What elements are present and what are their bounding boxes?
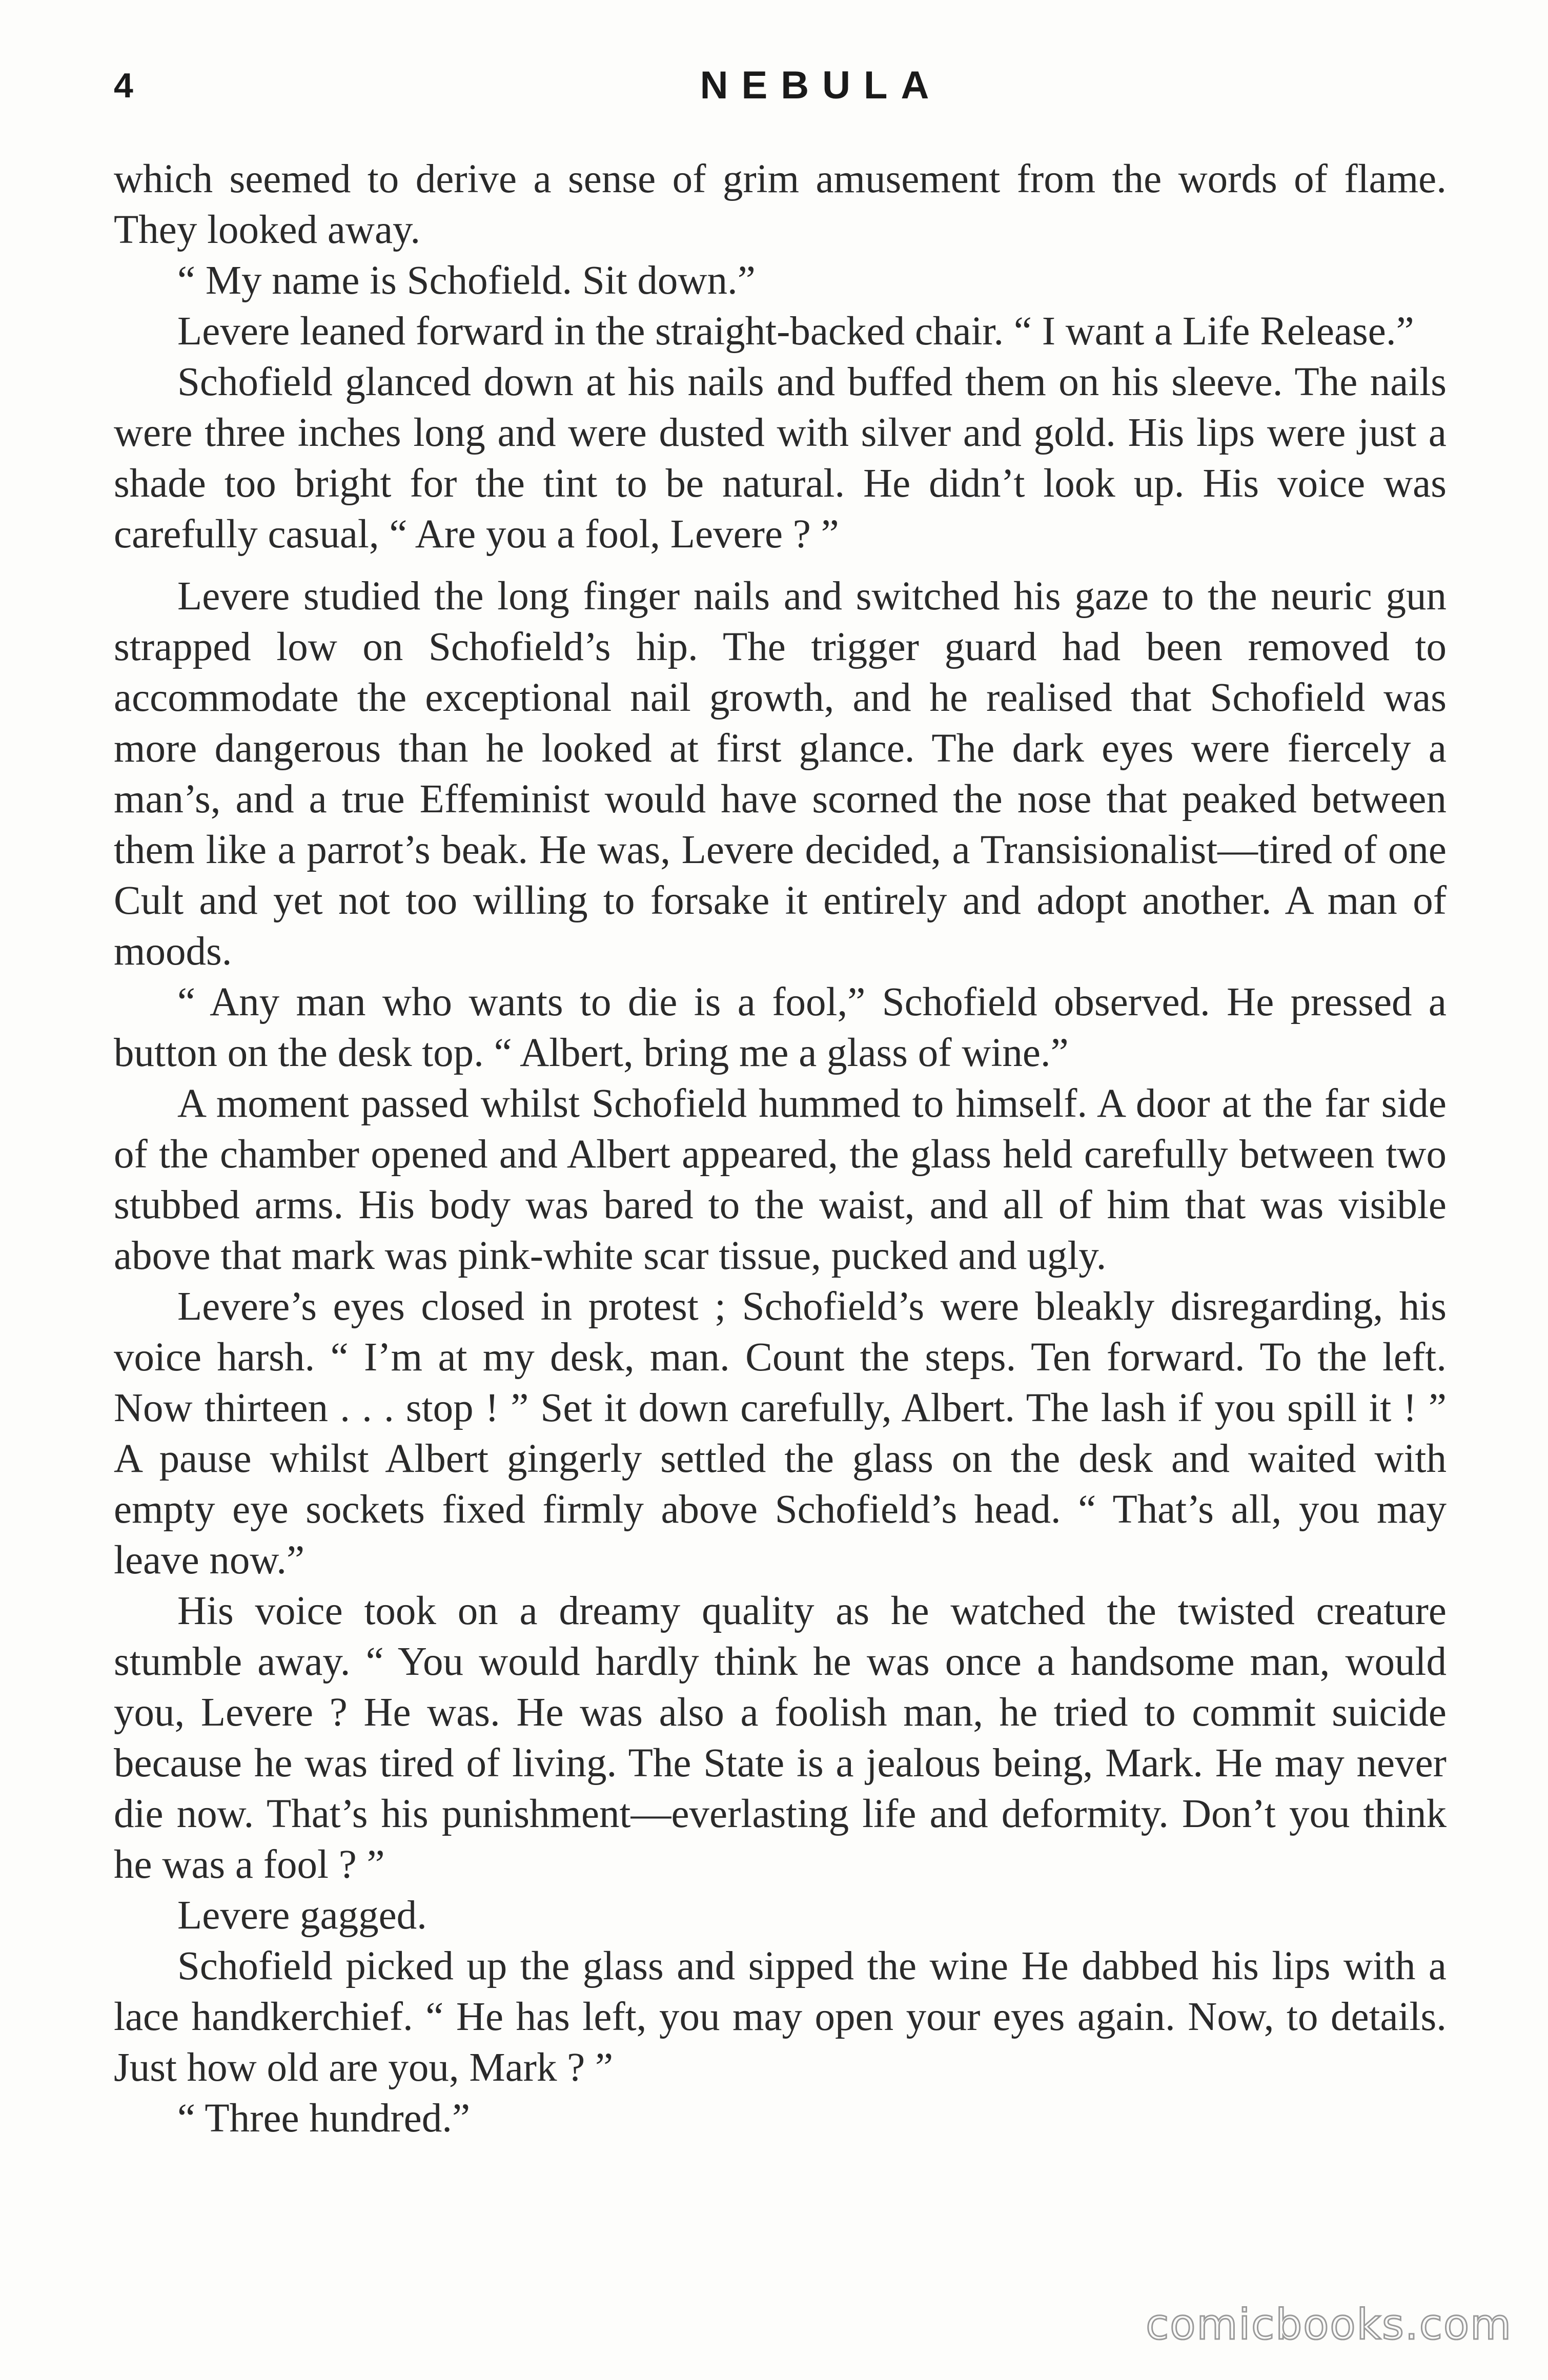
paragraph: Schofield picked up the glass and sipped the wine He dabbed his lips with a lace handkerchief. “ He has left, you may open your eyes again. Now, to details. Just how old are you, Mark ? ”	[114, 1944, 1447, 2090]
page-number: 4	[114, 66, 133, 105]
paragraph: “ My name is Schofield. Sit down.”	[177, 258, 756, 303]
story-text	[114, 154, 1447, 2144]
paragraph: Levere gagged.	[177, 1893, 427, 1938]
paragraph: which seemed to derive a sense of grim amusement from the words of flame. They looked away.	[114, 157, 1447, 252]
paragraph: Levere studied the long finger nails and switched his gaze to the neuric gun strapped low on Schofield’s hip. The trigger guard had been removed to accommodate the exceptional nail growth, and he realised that Schofield was more dangerous than he looked at first glance. The dark eyes were fiercely a man’s, and a true Effeminist would have scorned the nose that peaked between them like a parrot’s beak. He was, Levere decided, a Transisionalist—tired of one Cult and yet not too willing to forsake it entirely and adopt another. A man of moods.	[114, 574, 1447, 974]
paragraph: “ Any man who wants to die is a fool,” Schofield observed. He pressed a button on the desk top. “ Albert, bring me a glass of wine.”	[114, 980, 1447, 1075]
paragraph: “ Three hundred.”	[177, 2096, 471, 2141]
paragraph: A moment passed whilst Schofield hummed to himself. A door at the far side of the chamber opened and Albert appeared, the glass held carefully between two stubbed arms. His body was bared to the waist, and all of him that was visible above that mark was pink-white scar tissue, pucked and ugly.	[114, 1081, 1447, 1278]
watermark: comicbooks.com	[1146, 2301, 1512, 2349]
paragraph: Schofield glanced down at his nails and buffed them on his sleeve. The nails were three inches long and were dusted with silver and gold. His lips were just a shade too bright for the tint to be natural. He didn’t look up. His voice was carefully casual, “ Are you a fool, Levere ? ”	[114, 360, 1447, 557]
paragraph: His voice took on a dreamy quality as he watched the twisted creature stumble away. “ You would hardly think he was once a handsome man, would you, Levere ? He was. He was also a foolish man, he tried to commit suicide because he was tired of living. The State is a jealous being, Mark. He may never die now. That’s his punishment—everlasting life and deformity. Don’t you think he was a fool ? ”	[114, 1589, 1447, 1887]
running-title: NEBULA	[700, 64, 943, 107]
page-header	[114, 57, 1447, 114]
paragraph: Levere’s eyes closed in protest ; Schofield’s were bleakly disregarding, his voice harsh. “ I’m at my desk, man. Count the steps. Ten forward. To the left. Now thirteen . . . stop ! ” Set it down carefully, Albert. The lash if you spill it ! ” A pause whilst Albert gingerly settled the glass on the desk and waited with empty eye sockets fixed firmly above Schofield’s head. “ That’s all, you may leave now.”	[114, 1284, 1447, 1583]
paragraph: Levere leaned forward in the straight-backed chair. “ I want a Life Release.”	[177, 309, 1414, 354]
